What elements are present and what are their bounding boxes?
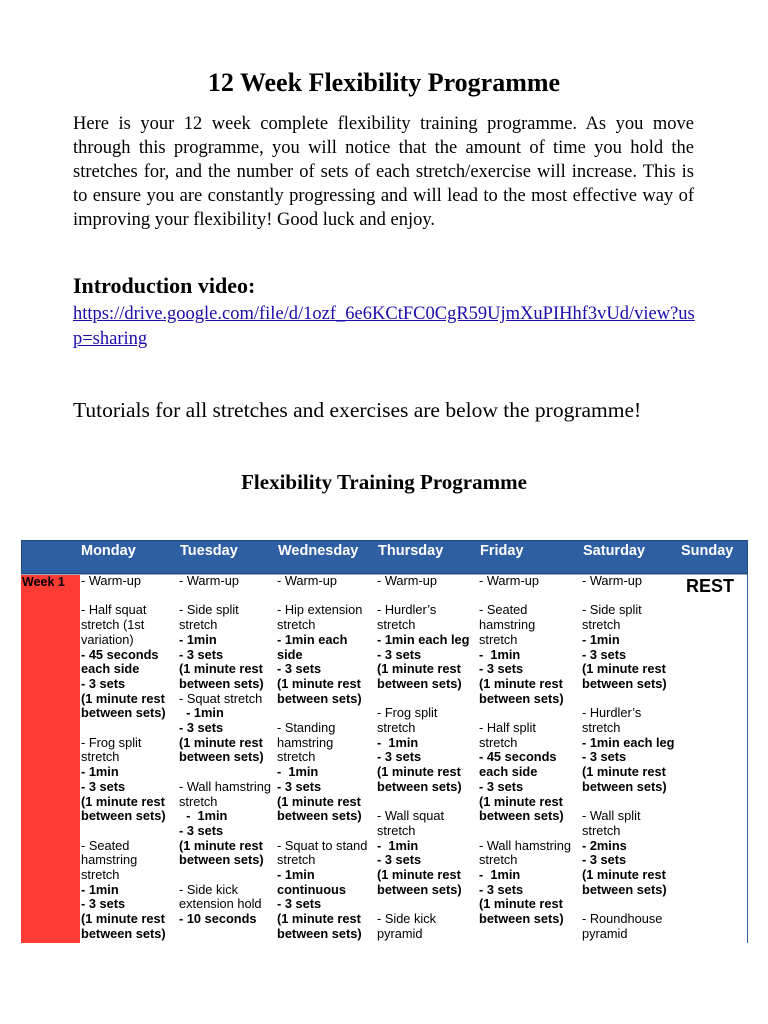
cell-line: (1 minute rest bbox=[582, 764, 666, 780]
cell-line bbox=[377, 795, 469, 810]
cell-line: stretch bbox=[479, 631, 518, 647]
cell-line: stretch bbox=[277, 852, 316, 868]
cell-line: - Half split bbox=[479, 720, 536, 736]
cell-line: extension hold bbox=[179, 896, 262, 912]
cell-line: side bbox=[277, 646, 303, 662]
cell-line: hamstring bbox=[479, 617, 536, 633]
cell-line: - 1min bbox=[277, 764, 319, 780]
cell-line: stretch bbox=[377, 822, 416, 838]
video-link[interactable]: https://drive.google.com/file/d/1ozf_6e6KCtFC0CgR59UjmXuPIHhf3vUd/view?usp=sharing bbox=[73, 304, 695, 349]
cell-line bbox=[582, 589, 674, 604]
cell-line: - 3 sets bbox=[81, 675, 126, 691]
cell-line: - 3 sets bbox=[81, 896, 126, 912]
cell-line: - 1min bbox=[582, 631, 620, 647]
cell-line: stretch bbox=[479, 734, 518, 750]
cell-line: - Squat to stand bbox=[277, 837, 368, 853]
header-sunday: Sunday bbox=[681, 543, 734, 559]
programme-table bbox=[21, 540, 748, 943]
cell-line: (1 minute rest bbox=[179, 734, 263, 750]
cell-line: between sets) bbox=[81, 925, 166, 941]
cell-line: stretch bbox=[377, 617, 416, 633]
cell-line bbox=[582, 795, 674, 810]
cell-line: each side bbox=[479, 764, 538, 780]
cell-line: - Roundhouse bbox=[582, 911, 663, 927]
cell-line: hamstring bbox=[277, 734, 334, 750]
cell-line: - 3 sets bbox=[179, 720, 224, 736]
cell-line: - 3 sets bbox=[479, 778, 524, 794]
cell-line: stretch bbox=[81, 749, 120, 765]
cell-line: - 1min bbox=[377, 734, 419, 750]
header-tuesday: Tuesday bbox=[180, 543, 238, 559]
cell-line: (1 minute rest bbox=[479, 896, 563, 912]
cell-line: between sets) bbox=[277, 925, 362, 941]
cell-line: stretch bbox=[377, 720, 416, 736]
video-heading: Introduction video: bbox=[73, 273, 256, 298]
cell-line: - Warm-up bbox=[277, 573, 337, 588]
cell-line: - 3 sets bbox=[277, 661, 322, 677]
cell-line: - 3 sets bbox=[179, 822, 224, 838]
cell-line: - 3 sets bbox=[277, 778, 322, 794]
cell-line bbox=[277, 706, 367, 721]
cell-line: - 1min bbox=[179, 631, 217, 647]
cell-line: between sets) bbox=[377, 778, 462, 794]
cell-line: - 1min bbox=[277, 867, 315, 883]
cell-line: - Side split bbox=[582, 602, 642, 618]
cell-line: - Warm-up bbox=[179, 573, 239, 588]
cell-line: stretch bbox=[81, 867, 120, 883]
cell-line bbox=[277, 589, 367, 604]
cell-line: - 3 sets bbox=[582, 749, 627, 765]
cell-line: - 1min bbox=[179, 705, 224, 721]
cell-line: stretch bbox=[277, 617, 316, 633]
cell-line: - Wall hamstring bbox=[479, 837, 571, 853]
cell-line bbox=[377, 589, 469, 604]
cell-line: (1 minute rest bbox=[277, 911, 361, 927]
cell-line: - Side split bbox=[179, 602, 239, 618]
cell-line: (1 minute rest bbox=[179, 661, 263, 677]
cell-line: between sets) bbox=[277, 690, 362, 706]
cell-line: - 3 sets bbox=[377, 852, 422, 868]
cell-line: - 3 sets bbox=[582, 646, 627, 662]
cell-line bbox=[179, 868, 271, 883]
cell-line: stretch bbox=[479, 852, 518, 868]
cell-line: - Side kick bbox=[377, 911, 437, 927]
cell-line: between sets) bbox=[277, 808, 362, 824]
cell-line bbox=[277, 824, 367, 839]
cell-line: (1 minute rest bbox=[377, 867, 461, 883]
cell-line: - 1min bbox=[479, 867, 521, 883]
cell-line bbox=[582, 692, 674, 707]
cell-line: (1 minute rest bbox=[277, 793, 361, 809]
week-cell bbox=[21, 574, 80, 943]
wednesday-cell bbox=[277, 574, 367, 942]
cell-line: between sets) bbox=[179, 749, 264, 765]
saturday-cell bbox=[582, 574, 674, 942]
cell-line bbox=[81, 589, 166, 604]
tuesday-cell bbox=[179, 574, 271, 927]
cell-line: variation) bbox=[81, 631, 134, 647]
cell-line: - Frog split bbox=[81, 734, 142, 750]
cell-line: - 1min each leg bbox=[582, 734, 675, 750]
cell-line: - 1min bbox=[479, 646, 521, 662]
cell-line: - Side kick bbox=[179, 881, 239, 897]
programme-title: Flexibility Training Programme bbox=[241, 470, 527, 494]
cell-line: - Frog split bbox=[377, 705, 438, 721]
cell-line: - 3 sets bbox=[479, 881, 524, 897]
cell-line bbox=[479, 706, 571, 721]
cell-line: - 3 sets bbox=[81, 778, 126, 794]
cell-line: (1 minute rest bbox=[479, 793, 563, 809]
cell-line bbox=[377, 692, 469, 707]
cell-line: - 2mins bbox=[582, 837, 627, 853]
cell-line: - Warm-up bbox=[377, 573, 437, 588]
cell-line: - Wall hamstring bbox=[179, 778, 271, 794]
cell-line: between sets) bbox=[377, 675, 462, 691]
cell-line: - 1min bbox=[377, 837, 419, 853]
cell-line: (1 minute rest bbox=[277, 675, 361, 691]
cell-line: - 1min bbox=[179, 808, 228, 824]
cell-line: (1 minute rest bbox=[377, 764, 461, 780]
table-header bbox=[21, 540, 748, 574]
cell-line: between sets) bbox=[582, 675, 667, 691]
cell-line: - 3 sets bbox=[479, 661, 524, 677]
cell-line bbox=[582, 897, 674, 912]
cell-line: stretch bbox=[582, 720, 621, 736]
cell-line: each side bbox=[81, 661, 140, 677]
cell-line bbox=[81, 721, 166, 736]
cell-line: (1 minute rest bbox=[81, 793, 165, 809]
cell-line: - Squat stretch bbox=[179, 690, 263, 706]
intro-paragraph: Here is your 12 week complete flexibility training programme. As you move through this programme, you will notice that the amount of time you hold the stretches for, and the number of sets of each stretch/exercise will increase. This is to ensure you are constantly progressing and will lead to the most effective way of improving your flexibility! Good luck and enjoy. bbox=[73, 114, 694, 230]
cell-line: - Hip extension bbox=[277, 602, 363, 618]
cell-line: (1 minute rest bbox=[582, 867, 666, 883]
cell-line: between sets) bbox=[582, 778, 667, 794]
friday-cell bbox=[479, 574, 571, 927]
cell-line: stretch bbox=[582, 822, 621, 838]
cell-line: - 3 sets bbox=[179, 646, 224, 662]
cell-line: - Hurdler’s bbox=[582, 705, 642, 721]
cell-line: between sets) bbox=[479, 690, 564, 706]
cell-line: (1 minute rest bbox=[179, 837, 263, 853]
cell-line: stretch bbox=[582, 617, 621, 633]
cell-line: - Standing bbox=[277, 720, 336, 736]
cell-line: - 10 seconds bbox=[179, 911, 257, 927]
cell-line: between sets) bbox=[179, 852, 264, 868]
header-friday: Friday bbox=[480, 543, 524, 559]
monday-cell bbox=[81, 574, 166, 942]
cell-line: - Warm-up bbox=[582, 573, 642, 588]
week-label: Week 1 bbox=[22, 575, 65, 589]
cell-line: hamstring bbox=[81, 852, 138, 868]
cell-line: (1 minute rest bbox=[377, 661, 461, 677]
cell-line: between sets) bbox=[81, 808, 166, 824]
cell-line: - Half squat bbox=[81, 602, 147, 618]
cell-line: - Seated bbox=[81, 837, 130, 853]
header-monday: Monday bbox=[81, 543, 136, 559]
cell-line: stretch bbox=[179, 793, 218, 809]
cell-line: (1 minute rest bbox=[479, 675, 563, 691]
cell-line: (1 minute rest bbox=[81, 690, 165, 706]
cell-line: stretch (1st bbox=[81, 617, 145, 633]
cell-line: - 3 sets bbox=[377, 646, 422, 662]
cell-line: - 3 sets bbox=[377, 749, 422, 765]
cell-line bbox=[179, 589, 271, 604]
cell-line bbox=[377, 897, 469, 912]
table-right-border bbox=[747, 574, 748, 943]
cell-line bbox=[81, 824, 166, 839]
cell-line: - Warm-up bbox=[479, 573, 539, 588]
document-title: 12 Week Flexibility Programme bbox=[207, 68, 561, 97]
header-wednesday: Wednesday bbox=[278, 543, 359, 559]
cell-line: - 45 seconds bbox=[81, 646, 159, 662]
cell-line bbox=[479, 824, 571, 839]
cell-line: - Wall split bbox=[582, 808, 641, 824]
cell-line: - Wall squat bbox=[377, 808, 445, 824]
cell-line: - Warm-up bbox=[81, 573, 141, 588]
cell-line: between sets) bbox=[479, 911, 564, 927]
cell-line: between sets) bbox=[582, 881, 667, 897]
tutorials-note: Tutorials for all stretches and exercises are below the programme! bbox=[73, 398, 642, 422]
cell-line: continuous bbox=[277, 881, 346, 897]
sunday-rest: REST bbox=[686, 576, 735, 596]
cell-line: stretch bbox=[179, 617, 218, 633]
cell-line: (1 minute rest bbox=[81, 911, 165, 927]
cell-line: pyramid bbox=[377, 925, 423, 941]
cell-line: - 1min each leg bbox=[377, 631, 470, 647]
cell-line: between sets) bbox=[81, 705, 166, 721]
cell-line: between sets) bbox=[479, 808, 564, 824]
cell-line: - Hurdler’s bbox=[377, 602, 437, 618]
header-thursday: Thursday bbox=[378, 543, 444, 559]
cell-line: between sets) bbox=[179, 675, 264, 691]
cell-line bbox=[479, 589, 571, 604]
cell-line: - 3 sets bbox=[277, 896, 322, 912]
cell-line: - 1min bbox=[81, 764, 119, 780]
cell-line: - 1min each bbox=[277, 631, 348, 647]
cell-line: - 1min bbox=[81, 881, 119, 897]
cell-line: between sets) bbox=[377, 881, 462, 897]
cell-line bbox=[179, 765, 271, 780]
header-saturday: Saturday bbox=[583, 543, 646, 559]
cell-line: - 45 seconds bbox=[479, 749, 557, 765]
cell-line: pyramid bbox=[582, 925, 628, 941]
cell-line: stretch bbox=[277, 749, 316, 765]
cell-line: (1 minute rest bbox=[582, 661, 666, 677]
cell-line: - Seated bbox=[479, 602, 528, 618]
thursday-cell bbox=[377, 574, 469, 942]
cell-line: - 3 sets bbox=[582, 852, 627, 868]
